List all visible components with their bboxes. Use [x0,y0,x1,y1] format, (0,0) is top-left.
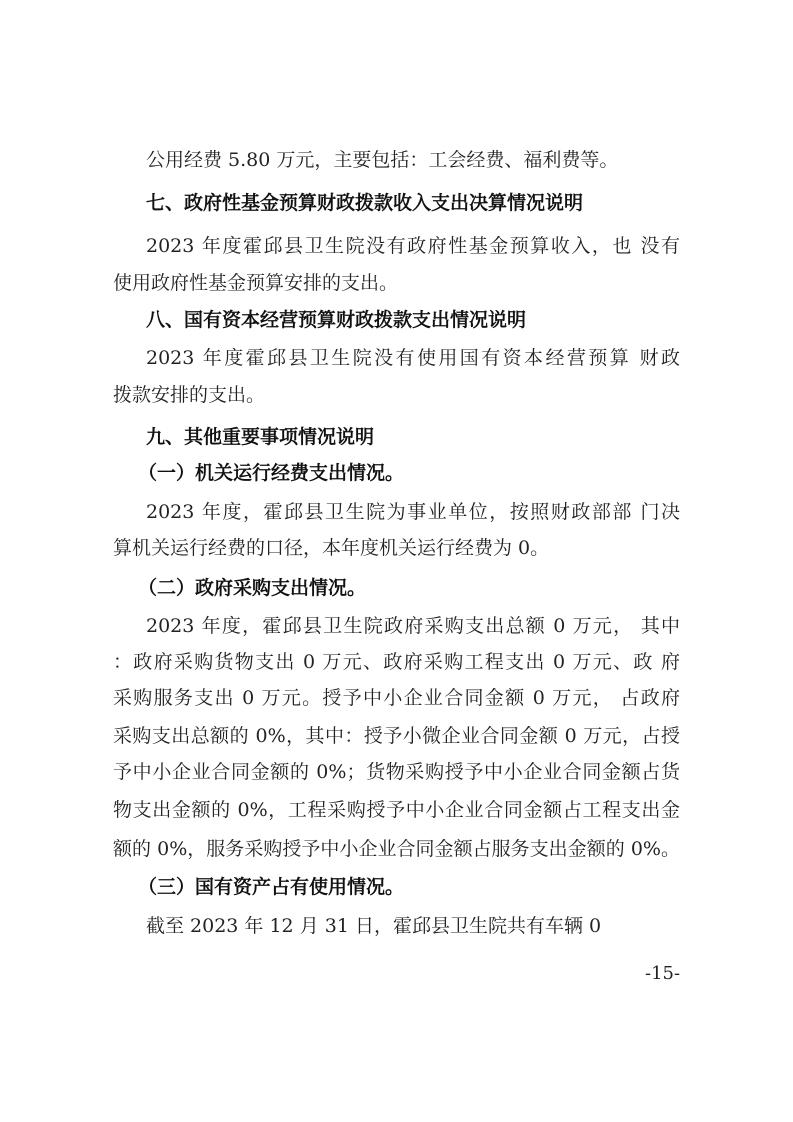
paragraph-line: 2023 年度，霍邱县卫生院政府采购支出总额 0 万元， 其中 [146,615,680,637]
paragraph-line: 2023 年度，霍邱县卫生院为事业单位，按照财政部部 门决 [146,501,680,523]
paragraph-line: 采购服务支出 0 万元。授予中小企业合同金额 0 万元， 占政府 [113,687,680,709]
paragraph-line: 公用经费 5.80 万元，主要包括：工会经费、福利费等。 [146,149,619,171]
section-heading-8: 八、国有资本经营预算财政拨款支出情况说明 [146,309,527,331]
page-number: -15- [645,963,681,984]
section-heading-9: 九、其他重要事项情况说明 [146,426,375,448]
paragraph-line: ：政府采购货物支出 0 万元、政府采购工程支出 0 万元、政 府 [113,651,680,673]
paragraph-line: 采购支出总额的 0%，其中：授予小微企业合同金额 0 万元，占授 [113,725,680,747]
subsection-heading-2: （二）政府采购支出情况。 [138,577,367,599]
paragraph-line: 予中小企业合同金额的 0%；货物采购授予中小企业合同金额占货 [113,761,680,783]
paragraph-line: 拨款安排的支出。 [113,384,266,406]
paragraph-line: 物支出金额的 0%，工程采购授予中小企业合同金额占工程支出金 [113,799,680,821]
paragraph-line: 2023 年度霍邱县卫生院没有政府性基金预算收入，也 没有 [146,235,680,257]
paragraph-line: 截至 2023 年 12 月 31 日，霍邱县卫生院共有车辆 0 [146,915,602,937]
section-heading-7: 七、政府性基金预算财政拨款收入支出决算情况说明 [146,192,584,214]
paragraph-line: 2023 年度霍邱县卫生院没有使用国有资本经营预算 财政 [146,347,680,369]
paragraph-line: 算机关运行经费的口径，本年度机关运行经费为 0。 [113,537,550,559]
subsection-heading-1: （一）机关运行经费支出情况。 [138,462,405,484]
paragraph-line: 使用政府性基金预算安排的支出。 [113,272,399,294]
paragraph-line: 额的 0%，服务采购授予中小企业合同金额占服务支出金额的 0%。 [113,838,680,860]
subsection-heading-3: （三）国有资产占有使用情况。 [138,876,405,898]
